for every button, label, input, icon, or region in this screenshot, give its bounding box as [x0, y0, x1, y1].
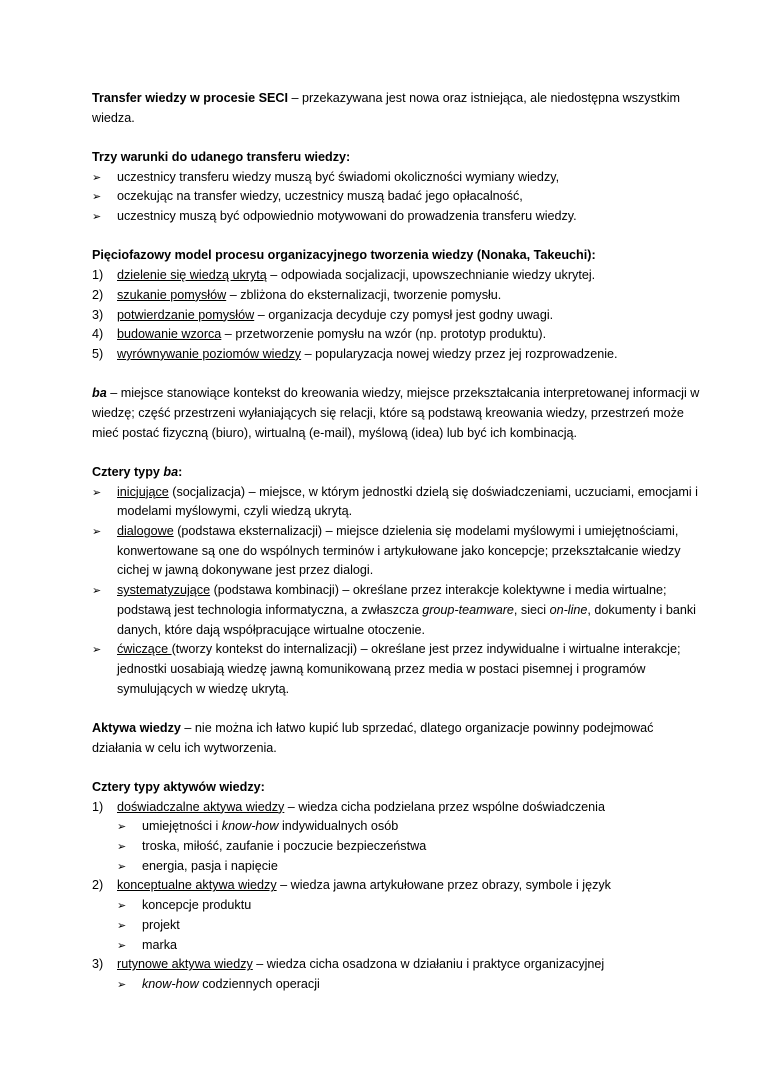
list-item: [92, 876, 700, 955]
list-item: [92, 207, 700, 227]
conditions-heading: Trzy warunki do udanego transferu wiedzy:: [92, 150, 351, 164]
sub-item-text: umiejętności i: [142, 819, 222, 834]
ba-types-list: [92, 483, 700, 700]
list-item-text: uczestnicy transferu wiedzy muszą być świadomi okoliczności wymiany wiedzy,: [117, 169, 560, 184]
sub-list-item: [117, 896, 700, 916]
sub-list-item: [117, 857, 700, 877]
model-term: szukanie pomysłów: [117, 287, 227, 302]
asset-type-text: – wiedza cicha osadzona w działaniu i praktyce organizacyjnej: [252, 957, 605, 972]
list-item: [92, 581, 700, 640]
asset-sub-list: [117, 817, 700, 876]
list-item: [92, 286, 700, 306]
arrow-bullet-icon: ➢: [117, 821, 127, 834]
ba-type-text: (podstawa kombinacji) – określane przez interakcje kolektywne i media wirtualne; podstawą jest technologia informatyczna, a zwłaszcza: [117, 583, 667, 617]
assets-paragraph: [92, 719, 700, 758]
sub-item-text: energia, pasja i napięcie: [142, 858, 278, 873]
heading-suffix: :: [178, 464, 183, 479]
list-item: [92, 345, 700, 365]
ba-type-text: (socjalizacja) – miejsce, w którym jednostki dzielą się doświadczeniami, uczuciami, emocjami i modelami myślowymi, czyli wiedzą ukrytą.: [117, 484, 698, 519]
arrow-bullet-icon: ➢: [92, 211, 102, 224]
arrow-bullet-icon: ➢: [117, 860, 127, 873]
arrow-bullet-icon: ➢: [92, 526, 102, 539]
list-number: 2): [92, 287, 104, 302]
model-list: [92, 266, 700, 365]
model-text: – organizacja decyduje czy pomysł jest godny uwagi.: [254, 307, 554, 322]
seci-paragraph: [92, 89, 700, 128]
sub-item-italic: know-how: [221, 819, 279, 834]
list-item: [92, 325, 700, 345]
model-section: [92, 246, 700, 364]
sub-list-item: [117, 936, 700, 956]
list-number: 1): [92, 268, 104, 283]
asset-types-section: [92, 778, 700, 995]
ba-type-text: , dokumenty i banki danych, które dają współpracujące wirtualne otoczenie.: [117, 602, 696, 637]
sub-item-suffix: indywidualnych osób: [278, 819, 399, 834]
sub-list-item: [117, 837, 700, 857]
sub-list-item: [117, 975, 700, 995]
list-number: 3): [92, 307, 104, 322]
conditions-section: [92, 148, 700, 227]
list-item: [92, 640, 700, 699]
ba-type-term: dialogowe: [117, 524, 174, 539]
list-item: [92, 168, 700, 188]
sub-item-italic: know-how: [142, 976, 199, 991]
arrow-bullet-icon: ➢: [117, 939, 127, 952]
ba-term: ba: [92, 386, 107, 401]
ba-type-text: (tworzy kontekst do internalizacji) – określane jest przez indywidualne i wirtualne interakcje; jednostki uosabiają wiedzę jawną komunikowaną przez media w postaci pisemnej i programów symulujących w wiedzę ukrytą.: [117, 642, 681, 696]
model-text: – przetworzenie pomysłu na wzór (np. prototyp produktu).: [221, 327, 547, 342]
arrow-bullet-icon: ➢: [117, 900, 127, 913]
ba-type-text: (podstawa eksternalizacji) – miejsce dzielenia się modelami myślowymi i umiejętnościami, konwertowane są one do wspólnych terminów i artykułowane jako koncepcje; przekształcanie wiedzy cichej w jawną dokonywane jest przez dialogi.: [117, 524, 681, 578]
sub-item-text: troska, miłość, zaufanie i poczucie bezpieczeństwa: [142, 839, 427, 854]
sub-list-item: [117, 817, 700, 837]
sub-item-text: projekt: [142, 917, 180, 932]
ba-type-term: inicjujące: [117, 484, 169, 499]
list-number: 3): [92, 957, 104, 972]
ba-type-term: ćwiczące: [117, 642, 172, 657]
asset-sub-list: [117, 896, 700, 955]
arrow-bullet-icon: ➢: [92, 191, 102, 204]
ba-types-heading: [92, 463, 700, 483]
list-item: [92, 266, 700, 286]
list-item: [92, 306, 700, 326]
arrow-bullet-icon: ➢: [92, 171, 102, 184]
list-number: 2): [92, 878, 104, 893]
model-term: budowanie wzorca: [117, 327, 222, 342]
model-text: – odpowiada socjalizacji, upowszechnianie wiedzy ukrytej.: [266, 268, 596, 283]
arrow-bullet-icon: ➢: [117, 841, 127, 854]
model-term: wyrównywanie poziomów wiedzy: [117, 346, 302, 361]
ba-type-italic: on-line: [549, 602, 588, 617]
ba-types-section: [92, 463, 700, 699]
seci-title: Transfer wiedzy w procesie SECI: [92, 91, 288, 105]
asset-types-heading: Cztery typy aktywów wiedzy:: [92, 779, 265, 794]
arrow-bullet-icon: ➢: [92, 644, 102, 657]
model-term: dzielenie się wiedzą ukrytą: [117, 268, 267, 283]
list-item: [92, 187, 700, 207]
sub-item-suffix: codziennych operacji: [198, 976, 320, 991]
list-item-text: oczekując na transfer wiedzy, uczestnicy muszą badać jego opłacalność,: [117, 189, 523, 204]
arrow-bullet-icon: ➢: [117, 978, 127, 991]
conditions-list: [92, 168, 700, 227]
ba-type-term: systematyzujące: [117, 583, 211, 598]
arrow-bullet-icon: ➢: [117, 919, 127, 932]
ba-paragraph: [92, 384, 700, 443]
sub-item-text: marka: [142, 937, 177, 952]
asset-sub-list: [117, 975, 700, 995]
asset-type-text: – wiedza cicha podzielana przez wspólne doświadczenia: [284, 799, 605, 814]
list-item: [92, 522, 700, 581]
model-text: – popularyzacja nowej wiedzy przez jej rozprowadzenie.: [301, 346, 618, 361]
list-item: [92, 798, 700, 877]
list-number: 5): [92, 346, 104, 361]
assets-term: Aktywa wiedzy: [92, 720, 181, 735]
asset-type-term: konceptualne aktywa wiedzy: [117, 878, 277, 893]
ba-type-text: , sieci: [513, 602, 550, 617]
sub-list-item: [117, 916, 700, 936]
asset-type-term: rutynowe aktywa wiedzy: [117, 957, 253, 972]
list-item-text: uczestnicy muszą być odpowiednio motywowani do prowadzenia transferu wiedzy.: [117, 209, 577, 224]
model-term: potwierdzanie pomysłów: [117, 307, 255, 322]
list-number: 4): [92, 327, 104, 342]
model-heading: Pięciofazowy model procesu organizacyjnego tworzenia wiedzy (Nonaka, Takeuchi):: [92, 248, 596, 263]
arrow-bullet-icon: ➢: [92, 486, 102, 499]
ba-text: – miejsce stanowiące kontekst do kreowania wiedzy, miejsce przekształcania interpretowanej informacji w wiedzę; część przestrzeni wyłaniających się relacji, które są podstawą kreowania wiedzy, przestrzeń może mieć postać fizyczną (biuro), wirtualną (e-mail), myślową (idea) lub być ich kombinacją.: [92, 386, 700, 440]
sub-item-text: koncepcje produktu: [142, 898, 252, 913]
list-item: [92, 955, 700, 994]
asset-types-list: [92, 798, 700, 995]
list-item: [92, 483, 700, 522]
arrow-bullet-icon: ➢: [92, 585, 102, 598]
asset-type-term: doświadczalne aktywa wiedzy: [117, 799, 285, 814]
heading-prefix: Cztery typy: [92, 464, 164, 479]
seci-text: – przekazywana jest nowa oraz istniejąca, ale niedostępna wszystkim wiedza.: [92, 91, 680, 125]
heading-term: ba: [163, 464, 179, 479]
assets-text: – nie można ich łatwo kupić lub sprzedać, dlatego organizacje powinny podejmować działania w celu ich wytworzenia.: [92, 720, 654, 755]
ba-type-italic: group-teamware: [422, 602, 514, 617]
asset-type-text: – wiedza jawna artykułowane przez obrazy, symbole i język: [276, 878, 611, 893]
list-number: 1): [92, 799, 104, 814]
model-text: – zbliżona do eksternalizacji, tworzenie pomysłu.: [226, 287, 502, 302]
